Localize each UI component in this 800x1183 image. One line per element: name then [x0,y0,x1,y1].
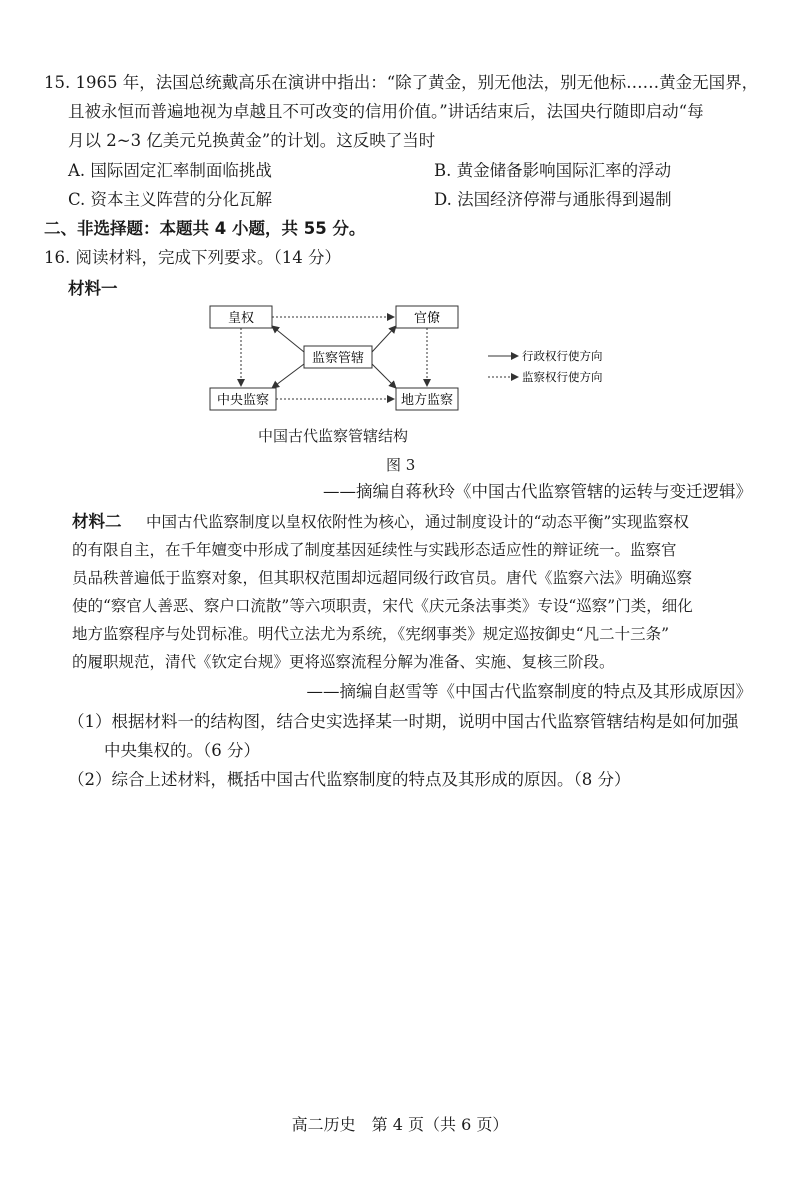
edge-center-guanliao [372,326,396,352]
edge-center-difang [372,364,396,388]
legend-solid-label: 行政权行使方向 [522,349,603,363]
figure-label: 图 3 [386,456,416,474]
edge-center-zhongyang [272,364,304,388]
material-2-line-5: 地方监察程序与处罚标准。明代立法尤为系统，《宪纲事类》规定巡按御史“凡二十三条” [72,625,670,643]
q15-option-d: D. 法国经济停滞与通胀得到遏制 [434,190,672,209]
svg-text:中央监察: 中央监察 [216,393,270,408]
q16-sub-2: （2）综合上述材料，概括中国古代监察制度的特点及其形成的原因。（8 分） [68,770,631,789]
q15-option-b: B. 黄金储备影响国际汇率的浮动 [434,161,672,180]
node-guanliao [396,306,458,328]
svg-text:皇权: 皇权 [227,311,255,326]
legend-dashed-label: 监察权行使方向 [522,370,603,384]
q15-option-a: A. 国际固定汇率制面临挑战 [68,161,272,180]
material-2-line-1: 中国古代监察制度以皇权依附性为核心，通过制度设计的“动态平衡”实现监察权 [146,513,689,531]
edge-center-huangquan [272,326,304,352]
page-footer: 高二历史 第 4 页（共 6 页） [291,1115,509,1134]
svg-text:地方监察: 地方监察 [400,393,454,408]
material-2-source: ——摘编自赵雪等《中国古代监察制度的特点及其形成原因》 [306,682,752,701]
q16-sub-1-line-2: 中央集权的。（6 分） [104,741,260,760]
q15-option-c: C. 资本主义阵营的分化瓦解 [68,190,273,209]
q15-line-1: 15. 1965 年，法国总统戴高乐在演讲中指出：“除了黄金，别无他法，别无他标……黄金无国界， [44,73,759,92]
q16-title: 16. 阅读材料，完成下列要求。（14 分） [44,248,341,267]
material-2-line-6: 的履职规范，清代《钦定台规》更将巡察流程分解为准备、实施、复核三阶段。 [72,653,615,671]
diagram-legend [488,349,603,384]
section-2-heading: 二、非选择题：本题共 4 小题，共 55 分。 [44,219,366,238]
material-2-line-2: 的有限自主，在千年嬗变中形成了制度基因延续性与实践形态适应性的辩证统一。监察官 [72,541,677,559]
q15-line-3: 月以 2~3 亿美元兑换黄金”的计划。这反映了当时 [68,131,436,150]
q15-line-2: 且被永恒而普遍地视为卓越且不可改变的信用价值。”讲话结束后，法国央行随即启动“每 [68,102,704,121]
material-1-label: 材料一 [68,279,118,298]
svg-text:官僚: 官僚 [413,311,441,326]
diagram-caption: 中国古代监察管辖结构 [258,427,409,445]
q16-sub-1-line-1: （1）根据材料一的结构图，结合史实选择某一时期，说明中国古代监察管辖结构是如何加强 [68,712,739,731]
material-2-line-4: 使的“察官人善恶、察户口流散”等六项职责，宋代《庆元条法事类》专设“巡察”门类，细化 [72,597,693,615]
supervision-structure-diagram [200,298,640,423]
node-difang [396,388,458,410]
node-center [304,346,372,368]
node-zhongyang [210,388,276,410]
node-huangquan [210,306,272,328]
material-2-label: 材料二 [72,512,122,531]
svg-text:监察管辖: 监察管辖 [311,351,365,366]
material-1-source: ——摘编自蒋秋玲《中国古代监察管辖的运转与变迁逻辑》 [323,482,752,501]
material-2-line-3: 员品秩普遍低于监察对象，但其职权范围却远超同级行政官员。唐代《监察六法》明确巡察 [72,569,693,587]
